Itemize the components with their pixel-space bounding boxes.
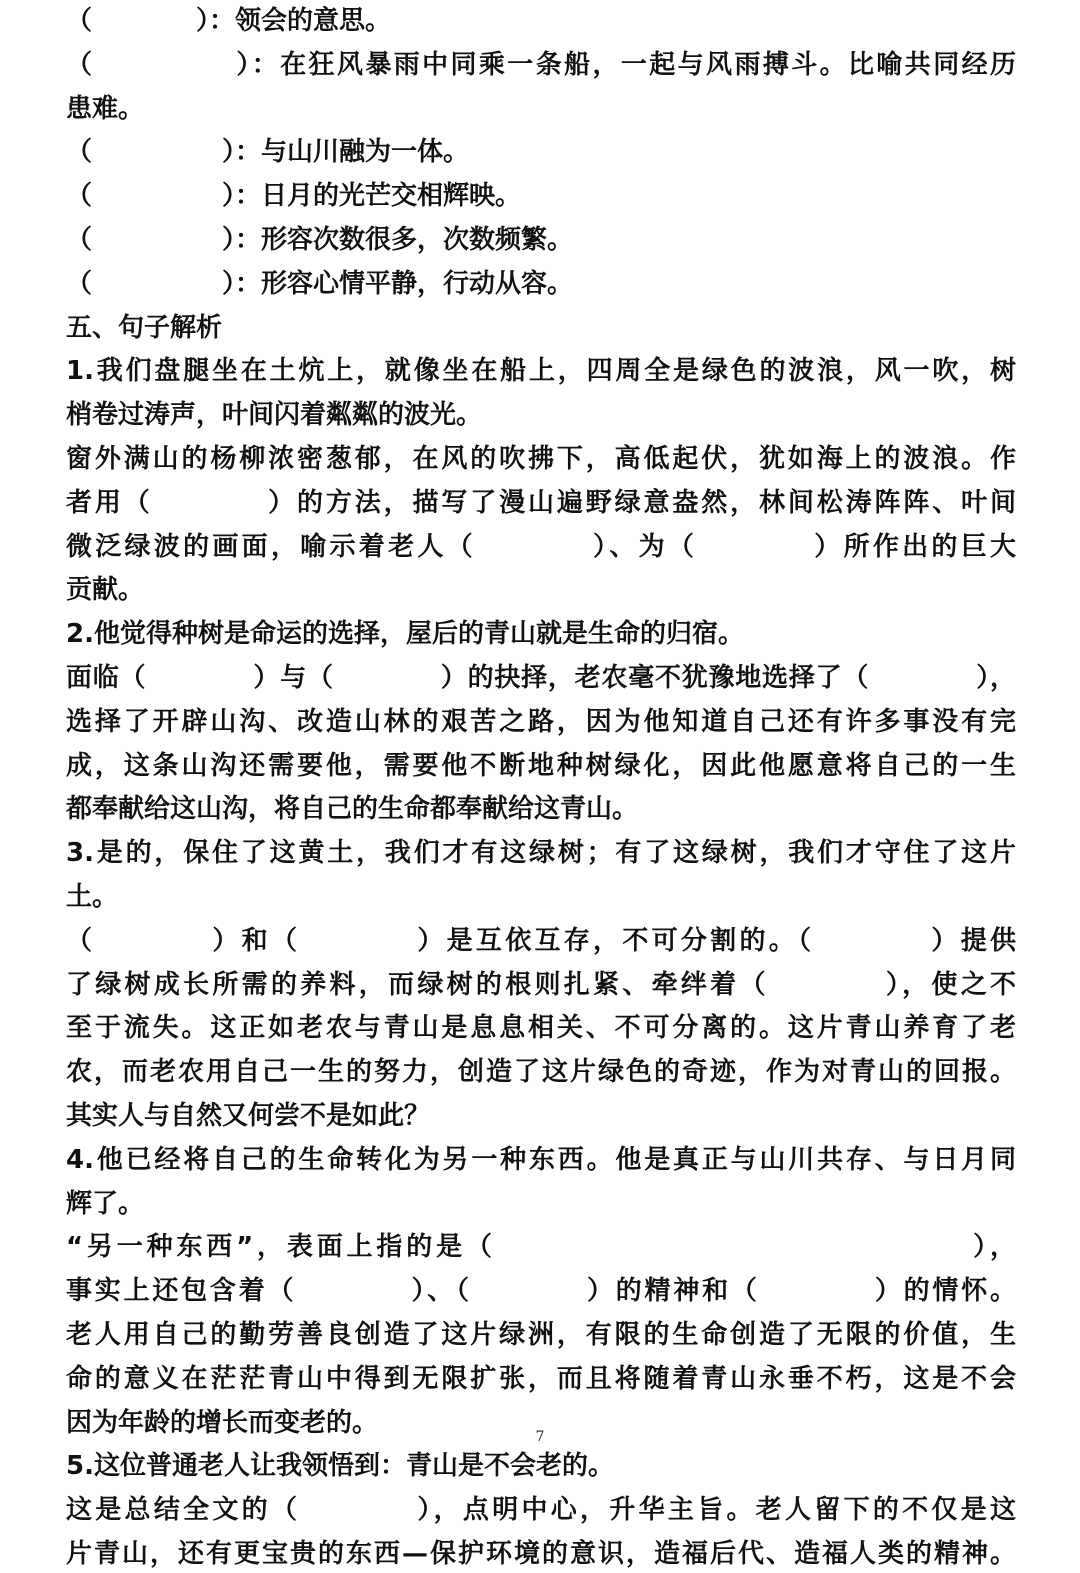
question-line: 3.是的，保住了这黄土，我们才有这绿树；有了这绿树，我们才守住了这片 xyxy=(66,838,1016,869)
question-line: 2.他觉得种树是命运的选择，屋后的青山就是生命的归宿。 xyxy=(66,619,744,650)
definition-line: （ ）：在狂风暴雨中同乘一条船，一起与风雨搏斗。比喻共同经历 xyxy=(66,49,1016,80)
definition-line: （ ）：形容次数很多，次数频繁。 xyxy=(66,224,574,255)
analysis-line: 这是总结全文的（ ），点明中心，升华主旨。老人留下的不仅是这 xyxy=(66,1495,1016,1526)
question-line: 5.这位普通老人让我领悟到：青山是不会老的。 xyxy=(66,1451,614,1482)
analysis-line: 者用（ ）的方法，描写了漫山遍野绿意盎然，林间松涛阵阵、叶间 xyxy=(66,487,1016,518)
question-line: 辉了。 xyxy=(66,1188,145,1219)
analysis-line: 农，而老农用自己一生的努力，创造了这片绿色的奇迹，作为对青山的回报。 xyxy=(66,1057,1016,1088)
analysis-line: 贡献。 xyxy=(66,575,145,606)
definition-line: 患难。 xyxy=(66,93,145,124)
analysis-line: 老人用自己的勤劳善良创造了这片绿洲，有限的生命创造了无限的价值，生 xyxy=(66,1319,1016,1350)
definition-line: （ ）：日月的光芒交相辉映。 xyxy=(66,181,522,212)
content-block xyxy=(66,2,1016,1573)
definition-line: （ ）：与山川融为一体。 xyxy=(66,137,470,168)
analysis-line: “另一种东西”，表面上指的是（ ）， xyxy=(66,1232,1016,1263)
analysis-line: 至于流失。这正如老农与青山是息息相关、不可分离的。这片青山养育了老 xyxy=(66,1013,1016,1044)
analysis-line: 因为年龄的增长而变老的。 xyxy=(66,1407,379,1438)
analysis-line: 了绿树成长所需的养料，而绿树的根则扎紧、牵绊着（ ），使之不 xyxy=(66,969,1016,1000)
section-heading: 五、句子解析 xyxy=(66,312,223,343)
definition-line: （ ）：领会的意思。 xyxy=(66,6,392,36)
analysis-line: 其实人与自然又何尝不是如此？ xyxy=(66,1100,431,1131)
analysis-line: 选择了开辟山沟、改造山林的艰苦之路，因为他知道自己还有许多事没有完 xyxy=(66,706,1016,737)
analysis-line: 命的意义在茫茫青山中得到无限扩张，而且将随着青山永垂不朽，这是不会 xyxy=(66,1363,1016,1394)
analysis-line: （ ）和（ ）是互依互存，不可分割的。（ ）提供 xyxy=(66,925,1016,956)
analysis-line: 都奉献给这山沟，将自己的生命都奉献给这青山。 xyxy=(66,794,639,825)
analysis-line: 面临（ ）与（ ）的抉择，老农毫不犹豫地选择了（ ）， xyxy=(66,662,1016,693)
analysis-line: 事实上还包含着（ ）、（ ）的精神和（ ）的情怀。 xyxy=(66,1276,1016,1307)
question-line: 土。 xyxy=(66,881,119,912)
page-number: 7 xyxy=(535,1429,545,1445)
analysis-line: 片青山，还有更宝贵的东西—保护环境的意识，造福后代、造福人类的精神。 xyxy=(66,1538,1016,1569)
question-line: 梢卷过涛声，叶间闪着粼粼的波光。 xyxy=(66,400,483,431)
analysis-line: 成，这条山沟还需要他，需要他不断地种树绿化，因此他愿意将自己的一生 xyxy=(66,750,1016,781)
analysis-line: 微泛绿波的画面，喻示着老人（ ）、为（ ）所作出的巨大 xyxy=(66,531,1016,562)
question-line: 4.他已经将自己的生命转化为另一种东西。他是真正与山川共存、与日月同 xyxy=(66,1144,1016,1175)
analysis-line: 窗外满山的杨柳浓密葱郁，在风的吹拂下，高低起伏，犹如海上的波浪。作 xyxy=(66,443,1016,474)
question-line: 1.我们盘腿坐在土炕上，就像坐在船上，四周全是绿色的波浪，风一吹，树 xyxy=(66,356,1016,387)
definition-line: （ ）：形容心情平静，行动从容。 xyxy=(66,268,574,299)
